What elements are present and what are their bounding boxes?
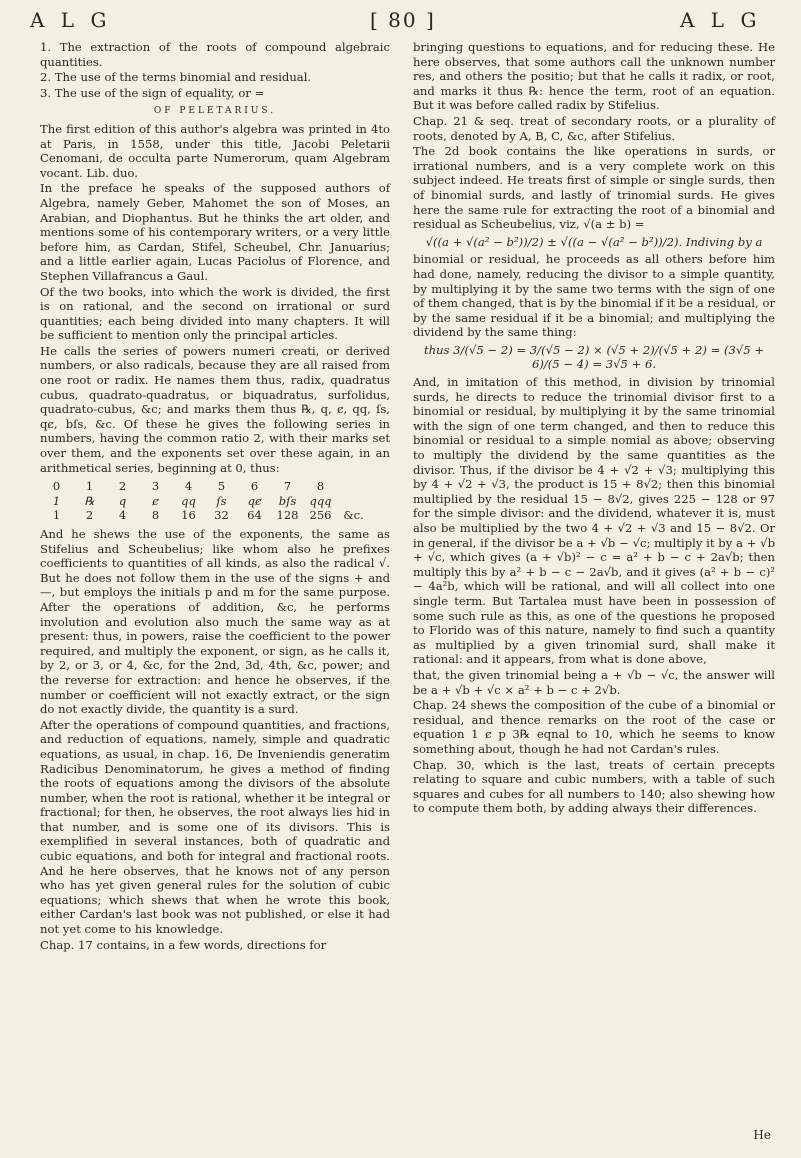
- paragraph: He calls the series of powers numeri creati, or derived numbers, or also radicals, because they are all raised from one root or radix. He names them thus, radix, quadratus cubus, quadrato-quadratus, or biquadratus, surfolidus, quadrato-cubus, &c; and marks them thus ℞, q, ȼ, qq, ſs, qȼ, bſs, &c. Of these he gives the following series in numbers, having the common ratio 2, with their marks set over them, and the exponents set over these again, in an arithmetical series, beginning at 0, thus:: [40, 343, 390, 475]
- table-cell: qq: [181, 493, 196, 508]
- paragraph: binomial or residual, he proceeds as all others before him had done, namely, reducing the divisor to a simple quantity, by multiplying it by the same two terms with the sign of one of them changed, that is by the binomial if it be a residual, or by the same residual if it be a binomial; and multiplying the dividend by the same thing:: [413, 252, 775, 340]
- table-cell: 4: [184, 479, 193, 494]
- list-item: 3. The use of the sign of equality, or =: [40, 85, 265, 100]
- running-header: [30, 8, 780, 30]
- table-cell: 1: [85, 479, 94, 494]
- table-cell: bſs: [278, 493, 297, 508]
- paragraph: that, the given trinomial being a + √b − √c, the answer will be a + √b + √c × a² + b − c + 2√b.: [413, 667, 775, 697]
- page-number: [ 80 ]: [370, 8, 436, 32]
- table-row-marks: [40, 494, 390, 509]
- table-cell: 4: [118, 508, 127, 523]
- table-cell: 1: [52, 508, 61, 523]
- section-title: OF PELETARIUS.: [153, 106, 277, 117]
- table-cell: q: [118, 493, 127, 508]
- table-row-values: [40, 508, 390, 523]
- table-cell: 128: [276, 508, 299, 523]
- table-cell: 0: [52, 479, 61, 494]
- right-column: [413, 40, 775, 817]
- paragraph: Chap. 24 shews the composition of the cube of a binomial or residual, and thence remarks on the root of the case or equation 1 ȼ p 3℞ eqnal to 10, which he seems to know something about, though he had not Cardan's rules.: [413, 698, 775, 756]
- table-cell: qȼ: [247, 493, 262, 508]
- paragraph: And he shews the use of the exponents, the same as Stifelius and Scheubelius; like whom also he prefixes coefficients to quantities of all kinds, as also the radical √. But he does not follow them in the use of the signs + and —, but employs the initials p and m for the same purpose. After the operations of addition, &c, he performs involution and evolution also much the same way as at present: thus, in powers, raise the coefficient to the power required, and multiply the exponent, or sign, as he calls it, by 2, or 3, or 4, &c, for the 2nd, 3d, 4th, &c, power; and the reverse for extraction: and hence he observes, if the number or coefficient will not exactly extract, or the sign do not exactly divide, the quantity is a surd.: [40, 527, 390, 717]
- table-cell: 5: [217, 479, 226, 494]
- paragraph: The 2d book contains the like operations in surds, or irrational numbers, and is a very complete work on this subject indeed. He treats first of simple or single surds, then of binomial surds, and lastly of trinomial surds. He gives here the same rule for extracting the root of a binomial and residual as Scheubelius, viz, √(a ± b) =: [413, 144, 775, 232]
- table-cell: &c.: [343, 508, 364, 523]
- table-cell: ȼ: [152, 493, 159, 508]
- paragraph: The first edition of this author's algebra was printed in 4to at Paris, in 1558, under this title, Jacobi Peletarii Cenomani, de occulta parte Numerorum, quam Algebram vocant. Lib. duo.: [40, 121, 390, 180]
- paragraph: In the preface he speaks of the supposed authors of Algebra, namely Geber, Mahomet the son of Moses, an Arabian, and Diophantus. But he thinks the art older, and mentions some of his contemporary writers, or a very little before him, as Cardan, Stifel, Scheubel, Chr. Januarius; and a little earlier again, Lucas Paciolus of Florence, and Stephen Villafrancus a Gaul.: [40, 181, 390, 283]
- table-cell: 2: [85, 508, 94, 523]
- catchword: He: [753, 1128, 771, 1142]
- paragraph: Chap. 30, which is the last, treats of certain precepts relating to square and cubic numbers, with a table of such squares and cubes for all numbers to 140; also shewing how to compute them both, by adding always their differences.: [413, 757, 775, 816]
- left-column: [40, 40, 390, 953]
- table-cell: 32: [214, 508, 229, 523]
- formula-binomial-root: √((a + √(a² − b²))/2) ± √((a − √(a² − b²))/2). Indiving by a: [425, 234, 763, 249]
- header-right: A L G: [680, 8, 762, 32]
- table-cell: 3: [151, 479, 160, 494]
- table-cell: qqq: [309, 493, 332, 508]
- paragraph: Of the two books, into which the work is divided, the first is on rational, and the second on irrational or surd quantities; each being divided into many chapters. It will be sufficient to mention only the principal articles.: [40, 284, 390, 343]
- paragraph: bringing questions to equations, and for reducing these. He here observes, that some authors call the unknown number res, and others the positio; but that he calls it radix, or root, and marks it thus ℞: hence the term, root of an equation. But it was before called radix by Stifelius.: [413, 40, 775, 113]
- table-row-exponents: [40, 479, 390, 494]
- table-cell: 2: [118, 479, 127, 494]
- paragraph: Chap. 21 & seq. treat of secondary roots, or a plurality of roots, denoted by A, B, C, &c, after Stifelius.: [413, 113, 775, 143]
- table-cell: 8: [316, 479, 325, 494]
- table-cell: 1: [52, 493, 61, 508]
- table-cell: 16: [181, 508, 196, 523]
- table-cell: ſs: [216, 493, 227, 508]
- list-item: 1. The extraction of the roots of compound algebraic quantities.: [40, 40, 390, 69]
- paragraph: Chap. 17 contains, in a few words, directions for: [40, 937, 327, 952]
- list-item: 2. The use of the terms binomial and residual.: [40, 70, 312, 85]
- powers-table: [40, 479, 390, 523]
- table-cell: 64: [247, 508, 262, 523]
- table-cell: 256: [309, 508, 332, 523]
- formula-rationalize: thus 3/(√5 − 2) = 3/(√5 − 2) × (√5 + 2)/(√5 + 2) = (3√5 + 6)/(5 − 4) = 3√5 + 6.: [423, 342, 765, 372]
- paragraph: After the operations of compound quantities, and fractions, and reduction of equations, namely, simple and quadratic equations, as usual, in chap. 16, De Inveniendis generatim Radicibus Denominatorum, he gives a method of finding the roots of equations among the divisors of the absolute number, when the root is rational, whether it be integral or fractional; for then, he observes, the root always lies hid in that number, and is some one of its divisors. This is exemplified in several instances, both of quadratic and cubic equations, and both for integral and fractional roots. And he here observes, that he knows not of any person who has yet given general rules for the solution of cubic equations; which shews that when he wrote this book, either Cardan's last book was not published, or else it had not yet come to his knowledge.: [40, 717, 390, 937]
- paragraph: And, in imitation of this method, in division by trinomial surds, he directs to reduce the trinomial divisor first to a binomial or residual, by multiplying it by the same trinomial with the sign of one term changed, and then to reduce this binomial or residual to a simple nomial as above; observing to multiply the dividend by the same quantities as the divisor. Thus, if the divisor be 4 + √2 + √3; multiplying this by 4 + √2 + √3, the product is 15 + 8√2; then this binomial multiplied by the residual 15 − 8√2, gives 225 − 128 or 97 for the simple divisor: and the dividend, whatever it is, must also be multiplied by the two 4 + √2 + √3 and 15 − 8√2. Or in general, if the divisor be a + √b − √c; multiply it by a + √b + √c, which gives (a + √b)² − c = a² + b − c + 2a√b; then multiply this by a² + b − c − 2a√b, and it gives (a² + b − c)² − 4a²b, which will be rational, and will all collect into one single term. But Tartalea must have been in possession of some such rule as this, as one of the questions he proposed to Florido was of this nature, namely to find such a quantity as multiplied by a given trinomial surd, shall make it rational: and it appears, from what is done above,: [413, 375, 775, 667]
- table-cell: 8: [151, 508, 160, 523]
- header-left: A L G: [30, 8, 112, 32]
- table-cell: 6: [250, 479, 259, 494]
- table-cell: 7: [283, 479, 292, 494]
- table-cell: ℞: [84, 493, 95, 508]
